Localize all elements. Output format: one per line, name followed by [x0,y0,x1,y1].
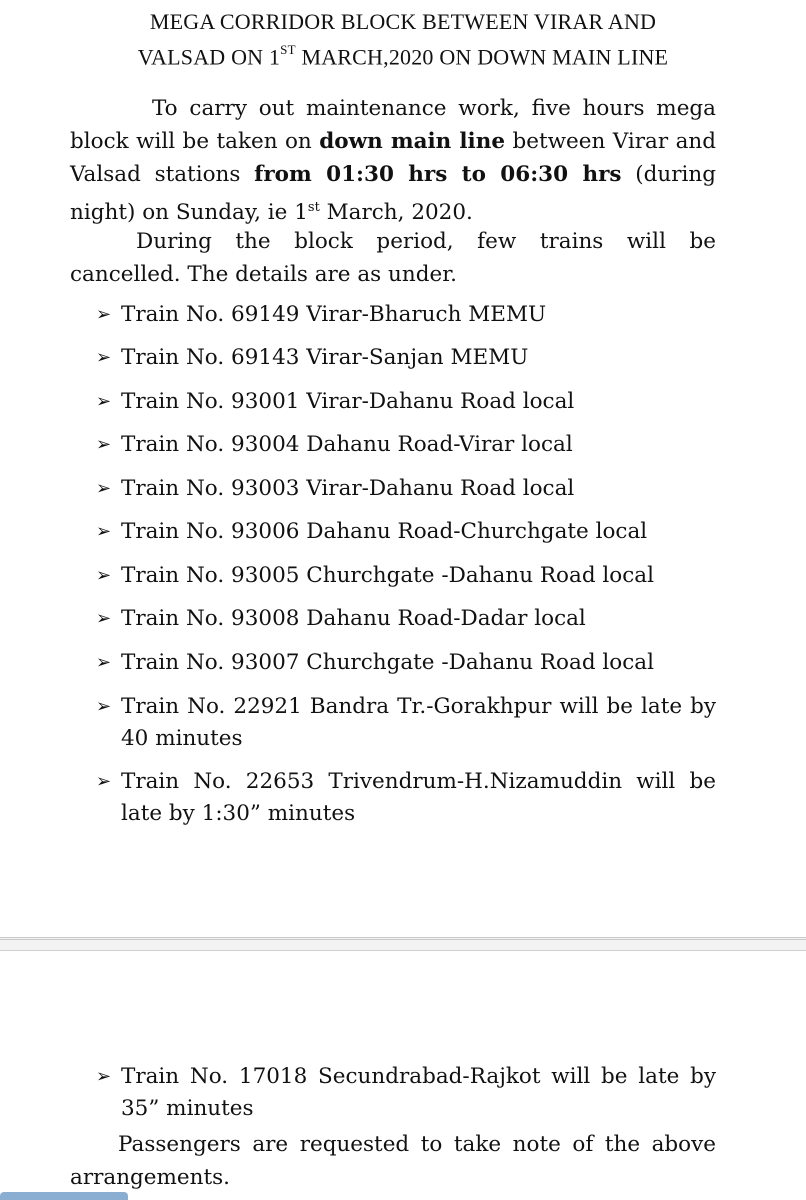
list-item-line-1: Train No. 22921 Bandra Tr.-Gorakhpur will be late by [121,694,716,719]
list-item [96,560,716,592]
list-item-text [121,1061,716,1125]
list-item [96,691,716,755]
list-item-text: Train No. 93004 Dahanu Road-Virar local [121,432,573,457]
page-break-divider [0,937,806,951]
arrow-bullet-icon: ➢ [96,696,112,717]
list-item-text: Train No. 93001 Virar-Dahanu Road local [121,389,575,414]
arrow-bullet-icon: ➢ [96,771,112,792]
title-superscript: ST [280,42,296,57]
list-item [96,516,716,548]
list-item-text: Train No. 93005 Churchgate -Dahanu Road local [121,563,654,588]
title-line-2-text: VALSAD ON 1 [137,44,281,70]
list-item [96,647,716,679]
intro-bold-time: from 01:30 hrs to 06:30 hrs [254,162,622,187]
list-item-line-2: late by 1:30” minutes [121,801,356,826]
list-item [96,473,716,505]
block-note-paragraph: During the block period, few trains will be cancelled. The details are as under. [70,229,716,287]
list-item-text [121,766,716,830]
title-line-2-end: MARCH,2020 ON DOWN MAIN LINE [295,44,669,70]
intro-paragraph [70,92,716,229]
intro-superscript: st [307,200,320,215]
arrow-bullet-icon: ➢ [96,478,112,499]
arrow-bullet-icon: ➢ [96,434,112,455]
intro-text-mid2: (during night) on Sunday, ie 1 [70,162,716,226]
list-item-text: Train No. 69149 Virar-Bharuch MEMU [121,302,547,327]
list-item-text: Train No. 93007 Churchgate -Dahanu Road local [121,650,654,675]
closing-paragraph: Passengers are requested to take note of the above arrangements. [70,1132,716,1190]
arrow-bullet-icon: ➢ [96,391,112,412]
intro-text-mid: between Virar and Valsad stations [70,129,717,187]
list-item [96,429,716,461]
arrow-bullet-icon: ➢ [96,565,112,586]
arrow-bullet-icon: ➢ [96,1066,112,1087]
list-item-text [121,691,716,755]
list-item-line-1: Train No. 17018 Secundrabad-Rajkot will be late by [121,1064,716,1089]
arrow-bullet-icon: ➢ [96,347,112,368]
list-item-text: Train No. 93006 Dahanu Road-Churchgate local [121,519,648,544]
list-item-text: Train No. 69143 Virar-Sanjan MEMU [121,345,529,370]
list-item-line-1: Train No. 22653 Trivendrum-H.Nizamuddin will be [121,769,716,794]
arrow-bullet-icon: ➢ [96,304,112,325]
list-item-text: Train No. 93003 Virar-Dahanu Road local [121,476,575,501]
list-item-text: Train No. 93008 Dahanu Road-Dadar local [121,606,586,631]
list-item [96,299,716,331]
title-line-1: MEGA CORRIDOR BLOCK BETWEEN VIRAR AND [149,9,657,34]
scroll-indicator[interactable] [0,1192,128,1200]
title-line-2 [0,44,806,70]
arrow-bullet-icon: ➢ [96,652,112,673]
intro-bold-line: down main line [319,129,506,154]
list-item [96,386,716,418]
list-item-line-2: 35” minutes [121,1096,254,1121]
arrow-bullet-icon: ➢ [96,608,112,629]
list-item-line-2: 40 minutes [121,726,243,751]
list-item [96,603,716,635]
list-item [96,342,716,374]
intro-text-end: March, 2020. [319,200,473,226]
intro-text: To carry out maintenance work, five hours mega block will be taken on [70,96,716,154]
list-item [96,766,716,830]
arrow-bullet-icon: ➢ [96,521,112,542]
list-item [96,1061,716,1125]
